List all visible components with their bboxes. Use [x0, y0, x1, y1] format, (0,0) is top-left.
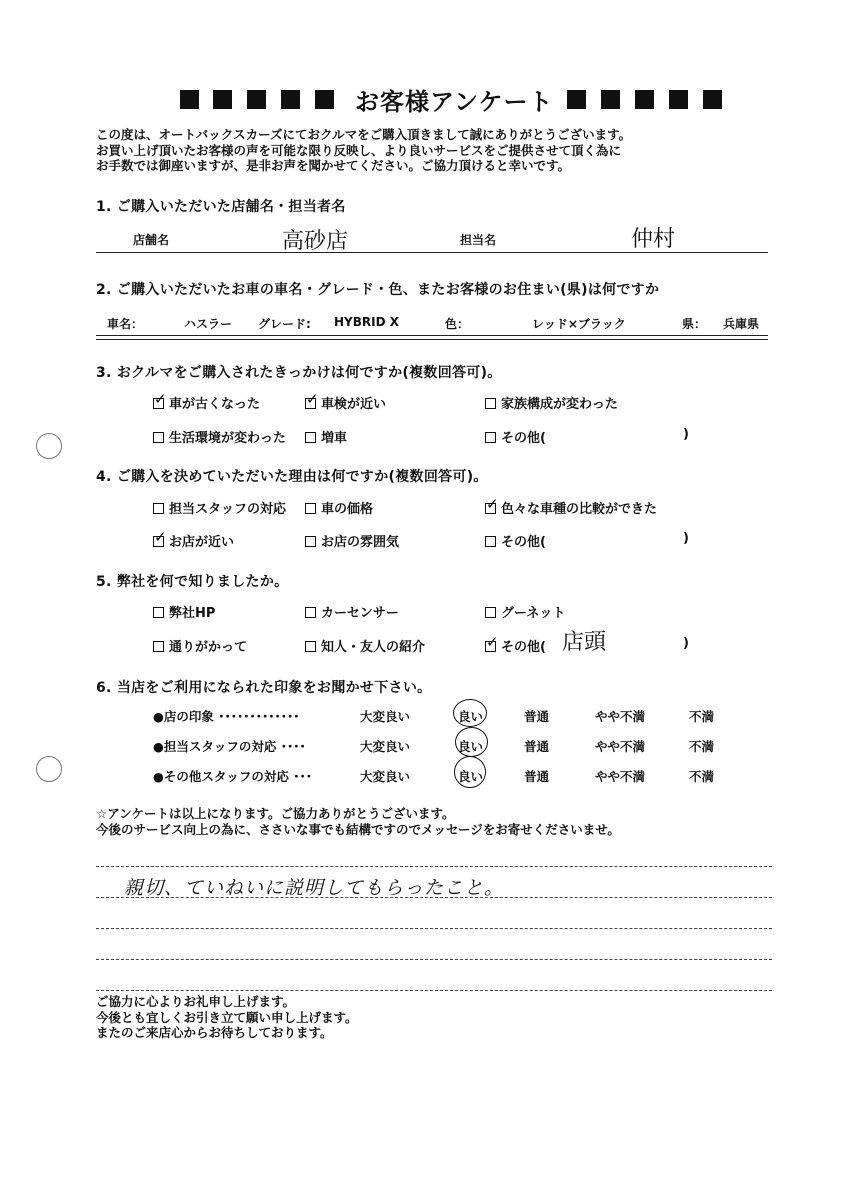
- rating-dissatisfied[interactable]: 不満: [689, 709, 715, 724]
- q4-option[interactable]: お店の雰囲気: [305, 531, 399, 550]
- checkbox-icon[interactable]: [305, 607, 316, 618]
- grade-value[interactable]: HYBRID X: [334, 315, 399, 329]
- car-value[interactable]: ハスラー: [184, 317, 233, 331]
- checkbox-checked-icon[interactable]: [153, 398, 164, 409]
- pref-value[interactable]: 兵庫県: [723, 317, 760, 331]
- checkbox-icon[interactable]: [485, 398, 496, 409]
- q2-heading: 2. ご購入いただいたお車の車名・グレード・色、またお客様のお住まい(県)は何ですか: [96, 282, 660, 298]
- staff-value[interactable]: 仲村: [631, 227, 676, 252]
- closing-line-2: 今後のサービス向上の為に、ささいな事でも結構ですのでメッセージをお寄せくださいませ。: [96, 822, 620, 837]
- checkbox-icon[interactable]: [153, 607, 164, 618]
- rating-very-good[interactable]: 大変良い: [360, 739, 411, 754]
- rating-good[interactable]: 良い: [458, 739, 484, 754]
- title-square-icon: [315, 90, 334, 109]
- q2-underline-2: [96, 339, 768, 340]
- footer-text: [96, 994, 358, 1041]
- rating-dissatisfied[interactable]: 不満: [689, 739, 715, 754]
- title-square-icon: [213, 90, 232, 109]
- checkbox-icon[interactable]: [305, 536, 316, 547]
- checkbox-icon[interactable]: [153, 503, 164, 514]
- checkbox-icon[interactable]: [153, 432, 164, 443]
- q2-underline: [96, 335, 768, 336]
- title-square-icon: [247, 90, 266, 109]
- color-value[interactable]: レッド×ブラック: [532, 317, 626, 331]
- footer-line: 今後とも宜しくお引き立て願い申し上げます。: [96, 1009, 358, 1025]
- message-line: [96, 866, 772, 867]
- checkbox-icon[interactable]: [485, 607, 496, 618]
- q4-option[interactable]: 車の価格: [305, 498, 373, 517]
- rating-very-good[interactable]: 大変良い: [360, 769, 411, 784]
- checkbox-icon[interactable]: [153, 641, 164, 652]
- q5-close-paren: ): [683, 636, 689, 651]
- rating-good[interactable]: 良い: [458, 769, 484, 784]
- store-label: 店舗名: [133, 233, 170, 247]
- q3-close-paren: ): [683, 427, 689, 442]
- q4-heading: 4. ご購入を決めていただいた理由は何ですか(複数回答可)。: [96, 469, 488, 485]
- q5-heading: 5. 弊社を何で知りましたか。: [96, 574, 289, 590]
- store-value[interactable]: 高砂店: [282, 229, 349, 254]
- rating-normal[interactable]: 普通: [524, 709, 550, 724]
- intro-line: この度は、オートバックスカーズにておクルマをご購入頂きまして誠にありがとうございます。: [96, 127, 632, 142]
- pref-label: 県：: [682, 317, 707, 331]
- rating-dissatisfied[interactable]: 不満: [689, 769, 715, 784]
- message-line: [96, 959, 772, 960]
- q5-option[interactable]: 弊社HP: [153, 602, 215, 621]
- q5-option[interactable]: カーセンサー: [305, 602, 399, 621]
- q3-option[interactable]: 増車: [305, 427, 347, 446]
- selected-circle-icon: [454, 756, 486, 788]
- title-square-icon: [567, 90, 586, 109]
- color-label: 色：: [445, 317, 470, 331]
- q3-heading: 3. おクルマをご購入されたきっかけは何ですか(複数回答可)。: [96, 365, 502, 381]
- title-row: [0, 82, 849, 118]
- closing-line-1: ☆アンケートは以上になります。ご協力ありがとうございます。: [96, 806, 455, 821]
- q3-option[interactable]: ✓車が古くなった: [153, 393, 260, 412]
- q3-option[interactable]: 生活環境が変わった: [153, 427, 286, 446]
- q6-row-label: ●その他スタッフの対応 ･･･: [153, 769, 313, 784]
- message-line: [96, 990, 772, 991]
- intro-line: お買い上げ頂いたお客様の声を可能な限り反映し、より良いサービスをご提供させて頂く為に: [96, 142, 622, 158]
- q4-option[interactable]: ✓お店が近い: [153, 531, 234, 550]
- q6-row-label: ●店の印象 ･････････････: [153, 709, 300, 724]
- rating-normal[interactable]: 普通: [524, 739, 550, 754]
- q5-option[interactable]: ✓ その他(: [485, 636, 546, 655]
- punch-hole-bottom: [36, 756, 62, 782]
- q4-close-paren: ): [683, 531, 689, 546]
- rating-good[interactable]: 良い: [458, 709, 484, 724]
- checkbox-icon[interactable]: [485, 432, 496, 443]
- customer-message[interactable]: 親切、ていねいに説明してもらったこと。: [124, 877, 505, 899]
- q3-option[interactable]: 家族構成が変わった: [485, 393, 618, 412]
- q6-heading: 6. 当店をご利用になられた印象をお聞かせ下さい。: [96, 680, 432, 696]
- footer-line: またのご来店心からお待ちしております。: [96, 1025, 333, 1040]
- intro-text: [96, 127, 631, 174]
- q4-option[interactable]: 担当スタッフの対応: [153, 498, 286, 517]
- message-line: [96, 897, 772, 898]
- grade-label: グレード:: [258, 317, 311, 331]
- checkbox-icon[interactable]: [485, 536, 496, 547]
- title-square-icon: [669, 90, 688, 109]
- q4-option[interactable]: その他(: [485, 531, 546, 550]
- intro-line: お手数では御座いますが、是非お声を聞かせてください。ご協力頂けると幸いです。: [96, 158, 571, 173]
- q1-heading: 1. ご購入いただいた店舗名・担当者名: [96, 199, 346, 215]
- message-line: [96, 928, 772, 929]
- checkbox-icon[interactable]: [305, 641, 316, 652]
- checkbox-checked-icon[interactable]: [485, 503, 496, 514]
- punch-hole-top: [36, 433, 62, 459]
- q5-option[interactable]: 知人・友人の紹介: [305, 636, 425, 655]
- q5-option[interactable]: グーネット: [485, 602, 565, 621]
- title-square-icon: [703, 90, 722, 109]
- selected-circle-icon: [453, 699, 487, 727]
- selected-circle-icon: [455, 727, 488, 757]
- checkbox-checked-icon[interactable]: [153, 536, 164, 547]
- page-title: お客様アンケート: [355, 88, 554, 116]
- checkbox-icon[interactable]: [305, 503, 316, 514]
- q5-other-text[interactable]: 店頭: [562, 630, 607, 655]
- car-label: 車名：: [107, 317, 144, 331]
- staff-label: 担当名: [460, 233, 497, 247]
- rating-slightly-dissatisfied[interactable]: やや不満: [595, 739, 646, 754]
- rating-normal[interactable]: 普通: [524, 769, 550, 784]
- rating-slightly-dissatisfied[interactable]: やや不満: [595, 769, 646, 784]
- q6-row-label: ●担当スタッフの対応 ････: [153, 739, 306, 754]
- title-square-icon: [601, 90, 620, 109]
- checkbox-icon[interactable]: [305, 432, 316, 443]
- checkbox-checked-icon[interactable]: [485, 641, 496, 652]
- q5-option[interactable]: 通りがかって: [153, 636, 247, 655]
- title-square-icon: [635, 90, 654, 109]
- title-square-icon: [281, 90, 300, 109]
- rating-very-good[interactable]: 大変良い: [360, 709, 411, 724]
- checkbox-checked-icon[interactable]: [305, 398, 316, 409]
- q3-option[interactable]: ✓ 車検が近い: [305, 393, 386, 412]
- q3-option[interactable]: その他(: [485, 427, 546, 446]
- q4-option[interactable]: ✓ 色々な車種の比較ができた: [485, 498, 657, 517]
- q1-underline: [96, 252, 768, 253]
- rating-slightly-dissatisfied[interactable]: やや不満: [595, 709, 646, 724]
- footer-line: ご協力に心よりお礼申し上げます。: [96, 994, 296, 1009]
- title-square-icon: [180, 90, 199, 109]
